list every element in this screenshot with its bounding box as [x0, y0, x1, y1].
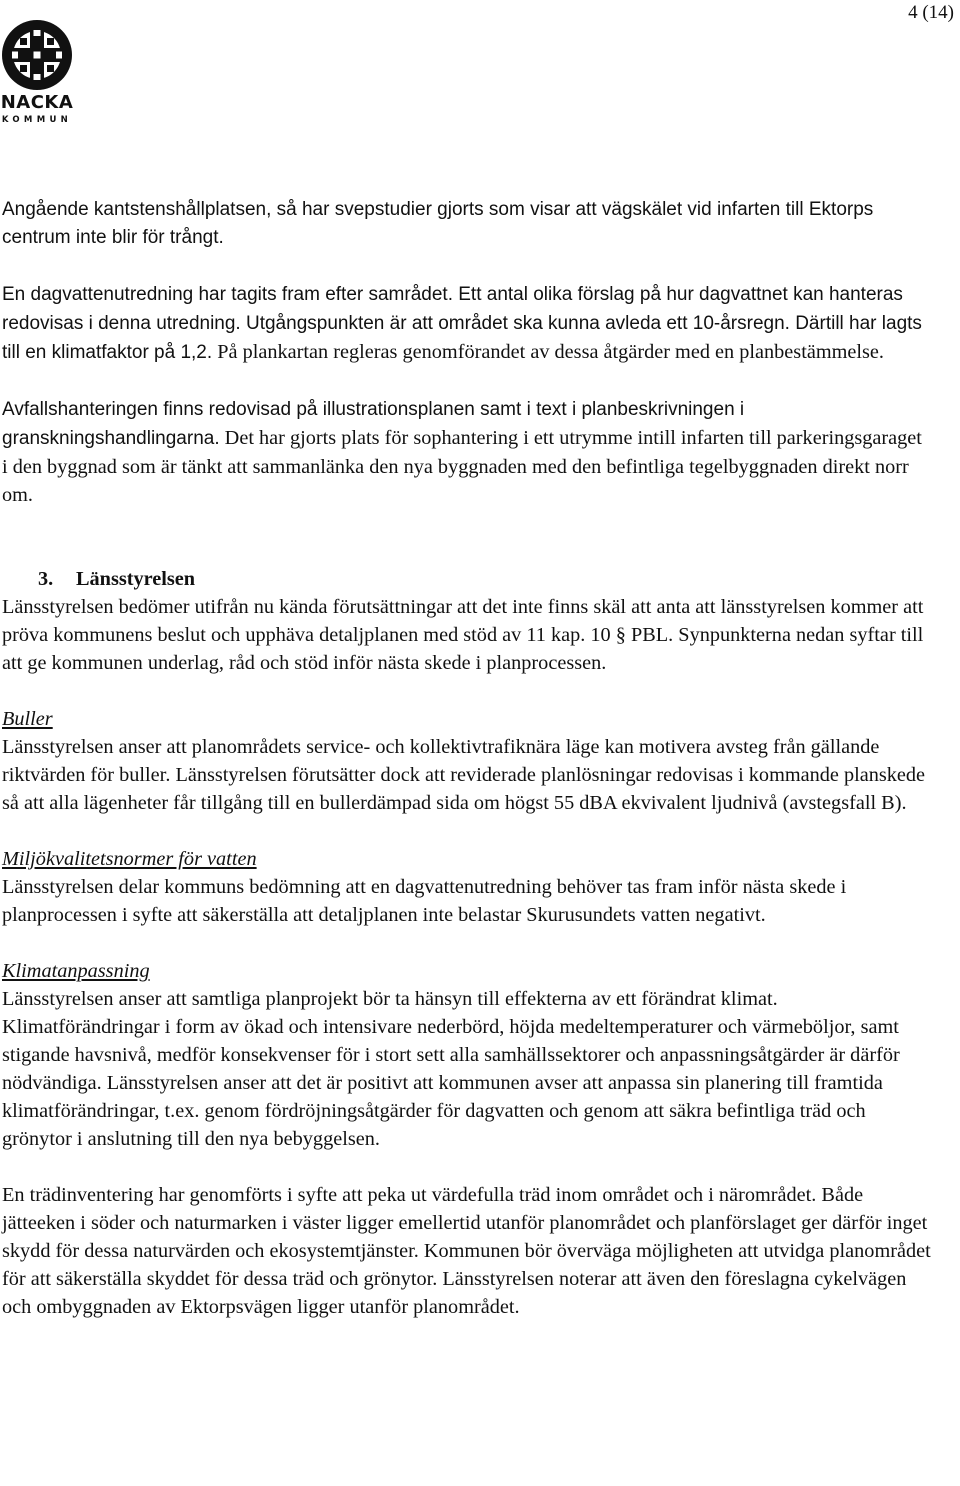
document-body: [2, 196, 932, 1321]
paragraph-dagvatten: [2, 280, 932, 367]
subsection-text-klimat: Länsstyrelsen anser att samtliga planprojekt bör ta hänsyn till effekterna av ett förändrat klimat. Klimatförändringar i form av ökad och intensivare nederbörd, höjda medeltemperaturer och värmeböljor, samt stigande havsnivå, medför konsekvenser för i stort sett alla samhällssektorer och anpassningsåtgärder är därför nödvändiga. Länsstyrelsen anser att det är positivt att kommunen avser att anpassa sin planering till framtida klimatförändringar, t.ex. genom fördröjningsåtgärder för dagvatten och genom att säkra befintliga träd och grönytor i anslutning till den nya bebyggelsen.: [2, 988, 900, 1150]
section-title: Länsstyrelsen: [76, 568, 196, 590]
avfall-serif-text: Det har gjorts plats för sophantering i ett utrymme intill infarten till parkeringsgaraget i den byggnad som är tänkt att sammanlänka den nya byggnaden med den befintliga tegelbyggnaden direkt norr om.: [2, 427, 922, 506]
nacka-kommun-logo: [0, 18, 74, 126]
section-heading: [2, 565, 932, 593]
subsection-title-buller: Buller: [2, 708, 53, 730]
subsection-text-vatten: Länsstyrelsen delar kommuns bedömning att en dagvattenutredning behöver tas fram inför nästa skede i planprocessen i syfte att säkerställa att detaljplanen inte belastar Skurusundets vatten negativt.: [2, 876, 847, 926]
subsection-title-vatten: Miljökvalitetsnormer för vatten: [2, 848, 257, 870]
paragraph-kantsten: Angående kantstenshållplatsen, så har svepstudier gjorts som visar att vägskälet vid infarten till Ektorps centrum inte blir för trångt.: [2, 199, 874, 248]
avfall-sans-text: Avfallshanteringen finns redovisad på illustrationsplanen samt i text i planbeskrivningen i granskningshandlingarna.: [2, 399, 745, 449]
paragraph-tradinventering: En trädinventering har genomförts i syfte att peka ut värdefulla träd inom området och i närområdet. Både jätteeken i söder och naturmarken i väster ligger emellertid utanför planområdet och planförslaget ger därför inget skydd för dessa naturvärden och ekosystemtjänster. Kommunen bör överväga möjligheten att utvidga planområdet för att säkerställa skyddet för dessa träd och grönytor. Länsstyrelsen noterar att även den föreslagna cykelvägen och ombyggnaden av Ektorpsvägen ligger utanför planområdet.: [2, 1184, 931, 1318]
paragraph-avfall: [2, 395, 932, 509]
nacka-emblem-icon: [0, 18, 74, 92]
subsection-text-buller: Länsstyrelsen anser att planområdets service- och kollektivtrafiknära läge kan motivera avsteg från gällande riktvärden för buller. Länsstyrelsen förutsätter dock att reviderade planlösningar redovisas i kommande planskede så att alla lägenheter får tillgång till en bullerdämpad sida om högst 55 dBA ekvivalent ljudnivå (avstegsfall B).: [2, 736, 926, 814]
subsection-title-klimat: Klimatanpassning: [2, 960, 150, 982]
page-number: 4 (14): [908, 2, 954, 23]
logo-name: NACKA: [0, 92, 74, 113]
dagvatten-serif-text: På plankartan regleras genomförandet av dessa åtgärder med en planbestämmelse.: [212, 341, 884, 363]
section-number: 3.: [38, 568, 54, 590]
logo-sub: KOMMUN: [1, 115, 73, 125]
section-intro: Länsstyrelsen bedömer utifrån nu kända förutsättningar att det inte finns skäl att anta att länsstyrelsen kommer att pröva kommunens beslut och upphäva detaljplanen med stöd av 11 kap. 10 § PBL. Synpunkterna nedan syftar till att ge kommunen underlag, råd och stöd inför nästa skede i planprocessen.: [2, 596, 924, 674]
dagvatten-sans-text: En dagvattenutredning har tagits fram efter samrådet. Ett antal olika förslag på hur dagvattnet kan hanteras redovisas i denna utredning. Utgångspunkten är att området ska kunna avleda ett 10-årsregn. Därtill har lagts till en klimatfaktor på 1,2.: [2, 284, 922, 363]
